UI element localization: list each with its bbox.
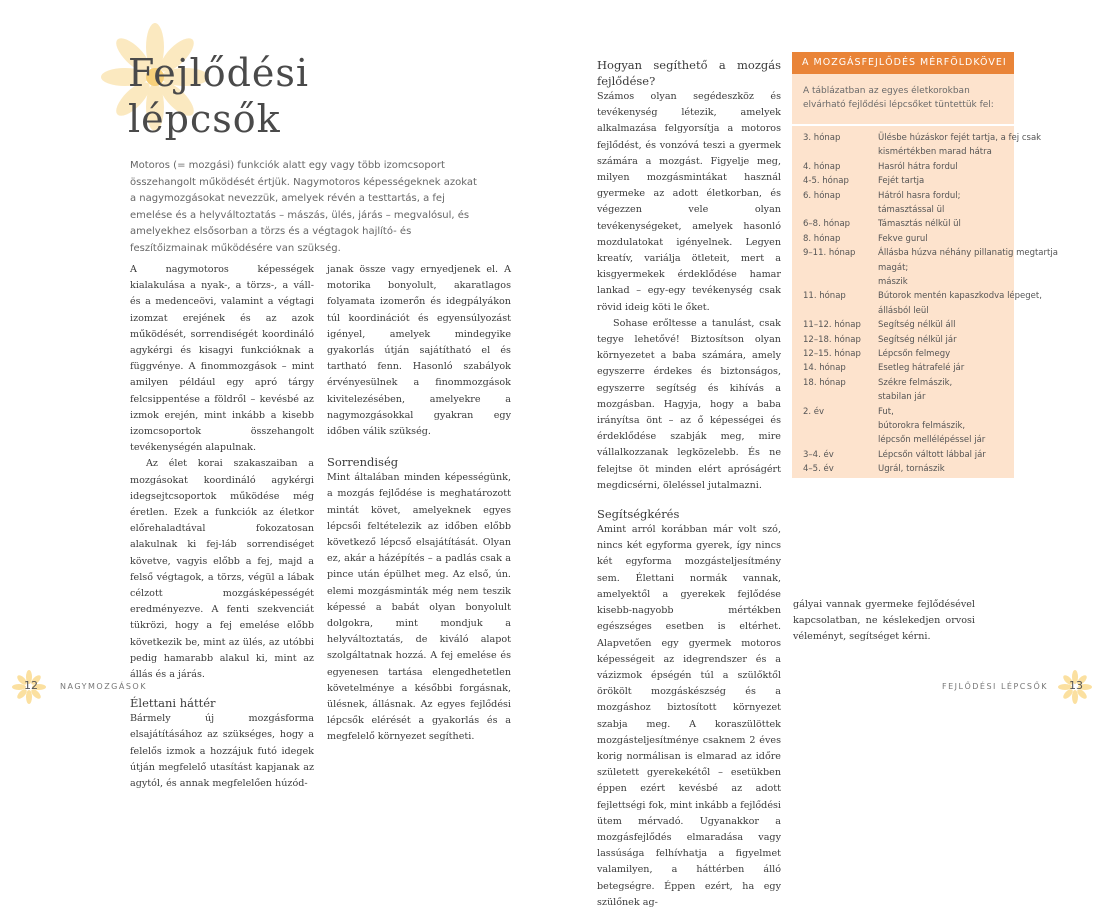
paragraph-continuation: gályai vannak gyermeke fejlődésével kapcsolatban, ne késlekedjen orvosi véleményt, segítséget kérni.: [793, 599, 975, 643]
paragraph: Bármely új mozgásforma elsajátításához az szükséges, hogy a felelős izmok a hozzájuk futó idegek útján megfelelő utasítást kapjanak az agytól, és annak megfelelően húzód-: [130, 713, 314, 790]
milestone-age: 11. hónap: [803, 291, 846, 302]
milestone-age: 4-5. hónap: [803, 176, 849, 187]
milestone-description-line: Fekve gurul: [878, 233, 928, 244]
milestone-description-line: támasztással ül: [878, 205, 945, 215]
milestone-description: [878, 405, 1010, 448]
milestone-age: 6–8. hónap: [803, 219, 851, 230]
milestone-description-line: Ugrál, tornászik: [878, 464, 945, 475]
milestone-description: [878, 333, 1010, 347]
paragraph: Az élet korai szakaszaiban a mozgásokat koordináló agykérgi idegsejtcsoportok működése még éretlen. Ezek a funkciók az életkor előrehaladtával fokozatosan alakulnak ki fej-láb sorrendiséget követve, vagyis előbb a fej, majd a felső végtagok, a törzs, végül a lábak célzott mozgásképességét eredményezve. A fenti szekvenciát tükrözi, hogy a fej emelése előbb következik be, mint az ülés, az utóbbi pedig hamarabb alakul ki, mint az állás és a járás.: [130, 458, 314, 681]
milestone-description-line: Lépcsőn váltott lábbal jár: [878, 449, 986, 460]
milestone-description: [878, 246, 1058, 289]
milestone-description-line: Székre felmászik,: [878, 377, 953, 388]
title-line-1: Fejlődési: [128, 51, 310, 95]
milestone-description-line: stabilan jár: [878, 392, 926, 403]
milestone-description: [878, 376, 1010, 405]
page-title: [128, 50, 388, 142]
milestone-description-line: Bútorok mentén kapaszkodva lépeget,: [878, 291, 1042, 302]
text-column-3: [597, 57, 781, 911]
milestone-description-line: bútorokra felmászik,: [878, 421, 966, 431]
milestone-description-line: Ülésbe húzáskor fejét tartja, a fej csak: [878, 133, 1042, 143]
milestone-description-line: Állásba húzva néhány pillanatig megtartja: [878, 248, 1058, 259]
milestone-description: [878, 174, 1010, 188]
title-line-2: lépcsők: [128, 97, 281, 141]
milestone-age: 18. hónap: [803, 377, 846, 388]
subheading-elettani-hatter: Élettani háttér: [130, 696, 216, 711]
running-footer-right: FEJLŐDÉSI LÉPCSŐK: [941, 682, 1048, 691]
text-column-1: [130, 262, 314, 792]
milestone-description-line: Esetleg hátrafelé jár: [878, 363, 965, 374]
milestone-age: 6. hónap: [803, 190, 841, 201]
milestone-age: 4. hónap: [803, 161, 841, 172]
running-footer-left: NAGYMOZGÁSOK: [60, 682, 147, 691]
subheading-segitsegkeres: Segítségkérés: [597, 507, 680, 522]
milestone-description-line: Hátról hasra fordul;: [878, 190, 961, 201]
subheading-sorrendiseg: Sorrendiség: [327, 455, 399, 470]
milestone-age: 9–11. hónap: [803, 248, 856, 259]
milestone-description-line: Fut,: [878, 406, 894, 417]
paragraph: A nagymotoros képességek kialakulása a nyak-, a törzs-, a váll- és a medenceövi, valamint a végtagi izomzat erejének és az azok működését, sorrendiségét koordináló agykérgi és kisagyi funkcióknak a függvénye. A finommozgások – mint amilyen például egy apró tárgy felcsippentése a földről – kevésbé az izmok erején, mint inkább a kisebb izomcsoportok összehangolt tevékenységén alapulnak.: [130, 264, 314, 454]
milestone-description-line: Segítség nélkül áll: [878, 320, 956, 331]
milestone-description: [878, 448, 1010, 462]
milestone-description-line: lépcsőn mellélépéssel jár: [878, 435, 986, 446]
milestone-description: [878, 217, 1010, 231]
milestone-age: 14. hónap: [803, 363, 846, 374]
milestone-description: [878, 318, 1010, 332]
paragraph: Mint általában minden képességünk, a mozgás fejlődése is meghatározott mintát követ, amelyeknek egyes lépcsői feltételezik az időben előbb következő lépcső elsajátítását. Olyan ez, akár a házépítés – a padlás csak a pince után épülhet meg. Az első, ún. elemi mozgásminták még nem teszik képessé a babát olyan bonyolult dolgokra, mint mondjuk a helyváltoztatás, de kiváló alapot szolgáltatnak hozzá. A fej emelése és egyenesen tartása elengedhetetlen követelménye a későbbi forgásnak, ülésnek, állásnak. Az egyes fejlődési lépcsők elérését a gyakorlás és a megfelelő környezet segítheti.: [327, 472, 511, 743]
milestone-description: [878, 347, 1010, 361]
page-number-left: 12: [24, 679, 38, 692]
milestone-age: 3. hónap: [803, 133, 841, 143]
milestone-description-line: magát;: [878, 262, 909, 273]
milestone-description: [878, 232, 1010, 246]
milestone-description: [878, 361, 1010, 375]
milestone-description-line: kismértékben marad hátra: [878, 147, 992, 158]
milestone-description-line: Segítség nélkül jár: [878, 334, 957, 345]
paragraph: Amint arról korábban már volt szó, nincs két egyforma gyerek, így nincs két egyforma mozgásteljesítmény sem. Élettani normák vannak, amelyektől a gyerekek fejlődése kisebb-nagyobb mértékben egészséges esetben is eltérhet. Alapvetően egy gyermek motoros képességeit az idegrendszer és a vázizmok épségén túl a szülőktől örökölt mozgáskészség és a mozgáshoz biztosított környezet szabja meg. A koraszülöttek mozgásteljesítménye csaknem 2 éves korig normálisan is elmarad az időre született gyerekekétől – esetükben éppen ezért kevésbé az adott fejlettségi fok, mint inkább a fejlődési ütem mérvadó. Ugyanakkor a mozgásfejlődés elmaradása vagy lassúsága felhívhatja a figyelmet valamilyen, a háttérben álló betegségre. Éppen ezért, ha egy szülőnek ag-: [597, 524, 781, 908]
milestone-age: 4–5. év: [803, 464, 834, 475]
paragraph: Sohase erőltesse a tanulást, csak tegye lehetővé! Biztosítson olyan környezetet a baba számára, amely egyszerre érdekes és biztonságos, egyszerre segítség és kihívás a mozgásban. Hagyja, hogy a baba irányítsa önt – az ő képességei és érdeklődése szabják meg, mire vállalkozzanak legközelebb. És ne felejtse öt minden elért apróságért megdicsérni, öleléssel jutalmazni.: [597, 317, 781, 491]
milestone-description-line: Fejét tartja: [878, 176, 925, 187]
milestones-header: A MOZGÁSFEJLŐDÉS MÉRFÖLDKÖVEI: [792, 52, 1014, 74]
milestone-description: [878, 131, 1042, 160]
milestone-description-line: állásból leül: [878, 305, 929, 316]
milestones-divider: [792, 124, 1014, 126]
milestone-description: [878, 289, 1042, 318]
milestone-description-line: Lépcsőn felmegy: [878, 349, 951, 359]
subheading-hogyan: Hogyan segíthető a mozgás fejlődése?: [597, 58, 781, 88]
paragraph: janak össze vagy ernyedjenek el. A motorika bonyolult, akaratlagos folyamata izomerőn és idegpályákon túl koordinációt és egyensúlyozást igényel, amelyek mindegyike gyakorlás útján sajátítható el és tartható fenn. Hasonló szabályok érvényesülnek a finommozgások kivitelezésében, amelyekre a nagymozgásokkal gyakran egy időben válik szükség.: [327, 264, 511, 438]
milestone-age: 12–18. hónap: [803, 334, 861, 345]
milestone-description: [878, 160, 1010, 174]
milestone-description: [878, 189, 1010, 218]
milestones-intro: A táblázatban az egyes életkorokban elvárható fejlődési lépcsőket tüntettük fel:: [803, 86, 994, 110]
page-number-right: 13: [1069, 679, 1083, 692]
milestone-description: [878, 462, 1010, 476]
milestone-age: 11–12. hónap: [803, 320, 861, 331]
text-column-2: [327, 262, 511, 746]
paragraph: Számos olyan segédeszköz és tevékenység létezik, amelyek alkalmazása felgyorsítja a motoros fejlődést, és vonzóvá teszi a gyermek számára a mozgást. Figyelje meg, milyen mozgásmintákat használ gyermeke az adott életkorban, és végezzen vele olyan tevékenységeket, amelyek hasonló mozdulatokat igényelnek. Legyen kreatív, variálja ötleteit, mert a kisgyermekek érdeklődése hamar lankad – egy-egy tevékenység csak rövid ideig köti le őket.: [597, 91, 781, 313]
milestone-age: 8. hónap: [803, 233, 841, 244]
milestone-age: 2. év: [803, 406, 825, 417]
milestone-description-line: mászik: [878, 277, 908, 287]
milestone-age: 12–15. hónap: [803, 349, 861, 359]
milestone-age: 3–4. év: [803, 449, 834, 460]
intro-paragraph: Motoros (= mozgási) funkciók alatt egy vagy több izomcsoport összehangolt működését értjük. Nagymotoros képességeknek azokat a nagymozgásokat nevezzük, amelyek révén a testtartás, a fej emelése és a helyváltoztatás – mászás, ülés, járás – megvalósul, és amelyekhez elsősorban a törzs és a végtagok hajlító- és feszítőizmainak működésére van szükség.: [130, 160, 477, 254]
milestone-description-line: Támasztás nélkül ül: [878, 219, 961, 230]
milestone-description-line: Hasról hátra fordul: [878, 161, 958, 172]
